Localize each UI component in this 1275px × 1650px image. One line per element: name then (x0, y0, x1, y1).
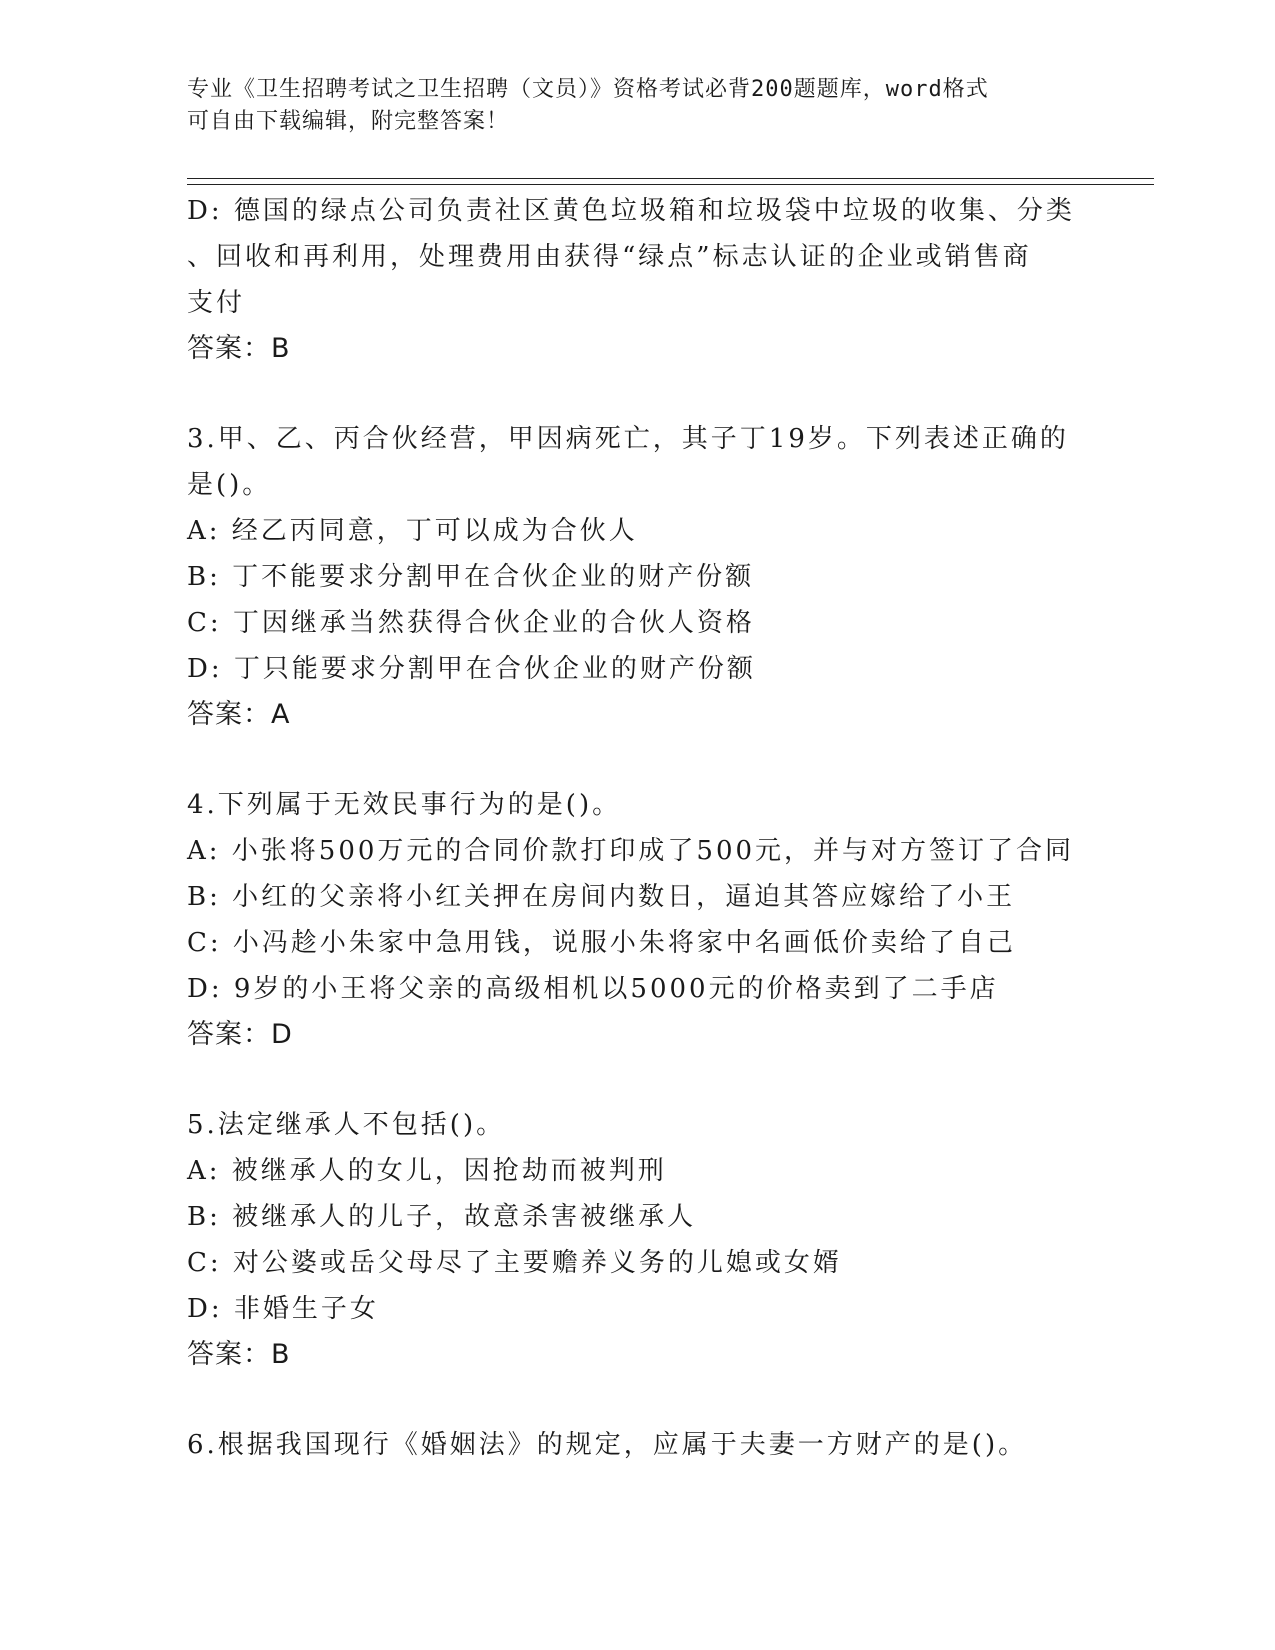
header-title-line-1: 专业《卫生招聘考试之卫生招聘（文员）》资格考试必背200题题库，word格式 (187, 77, 989, 102)
question-6 (187, 1422, 1087, 1468)
answer-label: 答案：B (187, 333, 291, 364)
question-stem: 是()。 (187, 470, 272, 500)
answer-label: 答案：D (187, 1019, 293, 1050)
question-4 (187, 782, 1087, 1058)
question-3 (187, 416, 1087, 738)
option-c-text: C: 丁因继承当然获得合伙企业的合伙人资格 (187, 608, 755, 638)
question-stem: 5.法定继承人不包括()。 (187, 1110, 506, 1140)
spacer (187, 1058, 1087, 1102)
option-d-text: D: 丁只能要求分割甲在合伙企业的财产份额 (187, 654, 756, 684)
option-d-text: D: 非婚生子女 (187, 1294, 379, 1324)
option-b-text: B: 丁不能要求分割甲在合伙企业的财产份额 (187, 562, 755, 592)
option-a-text: A: 被继承人的女儿，因抢劫而被判刑 (187, 1156, 667, 1186)
option-b-text: B: 小红的父亲将小红关押在房间内数日，逼迫其答应嫁给了小王 (187, 882, 1016, 912)
question-5 (187, 1102, 1087, 1378)
option-d-text: D: 9岁的小王将父亲的高级相机以5000元的价格卖到了二手店 (187, 974, 999, 1004)
answer-label: 答案：B (187, 1339, 291, 1370)
question-2-tail (187, 188, 1087, 372)
option-a-text: A: 小张将500万元的合同价款打印成了500元，并与对方签订了合同 (187, 836, 1075, 866)
option-c-text: C: 小冯趁小朱家中急用钱，说服小朱将家中名画低价卖给了自己 (187, 928, 1016, 958)
spacer (187, 738, 1087, 782)
question-list (187, 188, 1087, 1468)
question-stem: 6.根据我国现行《婚姻法》的规定，应属于夫妻一方财产的是()。 (187, 1430, 1028, 1460)
option-d-text: 、回收和再利用，处理费用由获得“绿点”标志认证的企业或销售商 (187, 242, 1032, 272)
option-c-text: C: 对公婆或岳父母尽了主要赡养义务的儿媳或女婿 (187, 1248, 842, 1278)
spacer (187, 372, 1087, 416)
question-stem: 4.下列属于无效民事行为的是()。 (187, 790, 622, 820)
header-title-line-2: 可自由下载编辑，附完整答案！ (187, 109, 510, 134)
question-stem: 3.甲、乙、丙合伙经营，甲因病死亡，其子丁19岁。下列表述正确的 (187, 424, 1069, 454)
spacer (187, 1378, 1087, 1422)
option-a-text: A: 经乙丙同意，丁可以成为合伙人 (187, 516, 638, 546)
option-d-text: 支付 (187, 288, 246, 318)
option-d-text: D: 德国的绿点公司负责社区黄色垃圾箱和垃圾袋中垃圾的收集、分类 (187, 196, 1075, 226)
answer-label: 答案：A (187, 699, 291, 730)
option-b-text: B: 被继承人的儿子，故意杀害被继承人 (187, 1202, 697, 1232)
document-header (187, 74, 1087, 138)
header-divider-top (187, 178, 1154, 179)
header-divider-bottom (187, 184, 1154, 185)
